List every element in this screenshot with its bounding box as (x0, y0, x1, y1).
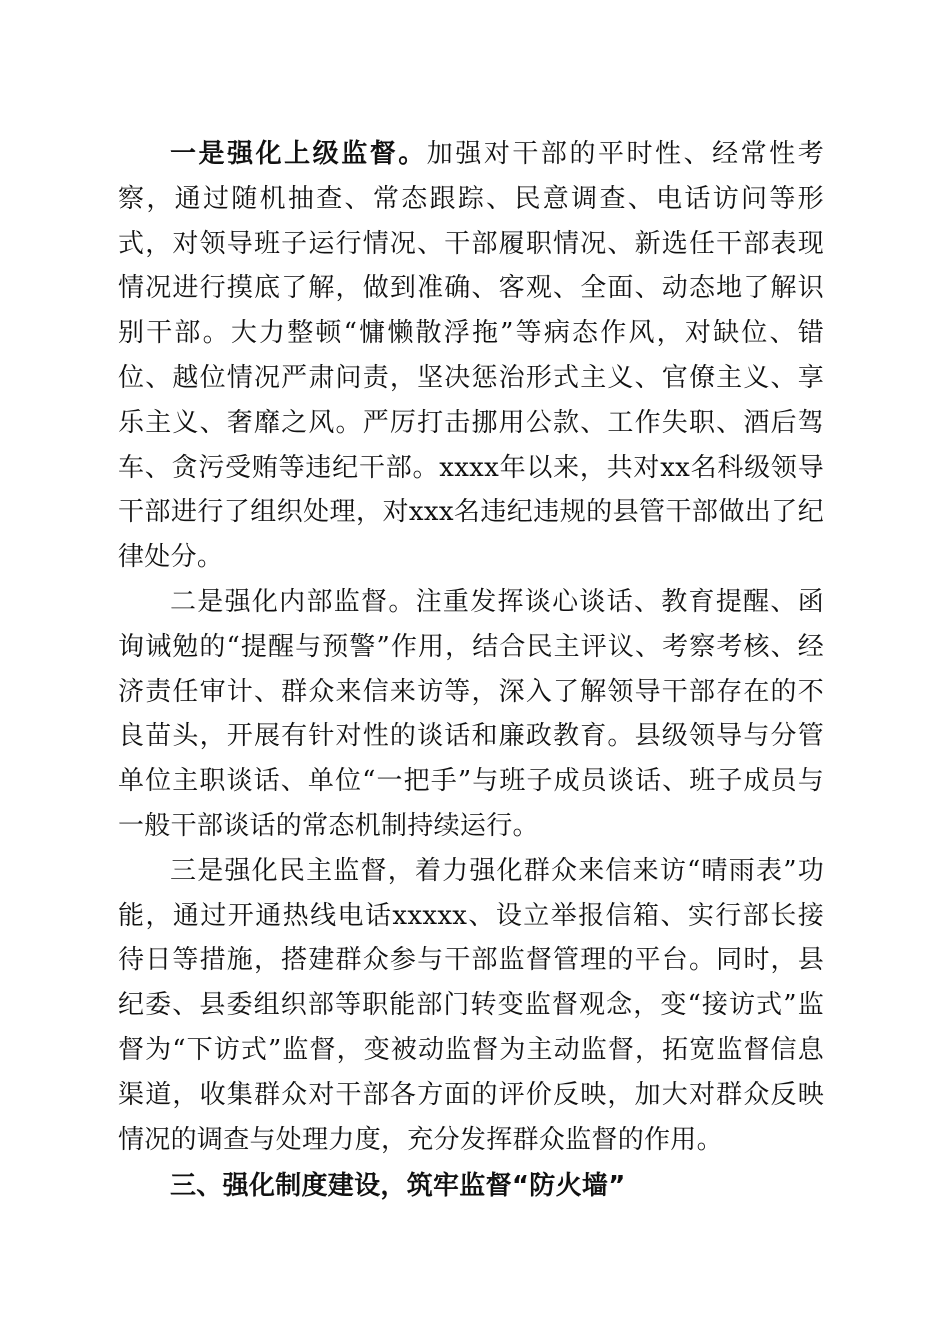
paragraph-lead: 二是强化内部监督。 (170, 586, 416, 617)
paragraph-democratic-supervision (118, 849, 824, 1163)
paragraph-text: 着力强化群众来信来访“晴雨表”功能，通过开通热线电话xxxxx、设立举报信箱、实行部长接待日等措施，搭建群众参与干部监督管理的平台。同时，县纪委、县委组织部等职能部门转变监督观念，变“接访式”监督为“下访式”监督，变被动监督为主动监督，拓宽监督信息渠道，收集群众对干部各方面的评价反映，加大对群众反映情况的调查与处理力度，充分发挥群众监督的作用。 (118, 855, 824, 1155)
paragraph-text: 加强对干部的平时性、经常性考察，通过随机抽查、常态跟踪、民意调查、电话访问等形式，对领导班子运行情况、干部履职情况、新选任干部表现情况进行摸底了解，做到准确、客观、全面、动态地了解识别干部。大力整顿“慵懒散浮拖”等病态作风，对缺位、错位、越位情况严肃问责，坚决惩治形式主义、官僚主义、享乐主义、奢靡之风。严厉打击挪用公款、工作失职、酒后驾车、贪污受贿等违纪干部。xxxx年以来，共对xx名科级领导干部进行了组织处理，对xxx名违纪违规的县管干部做出了纪律处分。 (118, 139, 825, 573)
paragraph-lead: 一是强化上级监督。 (170, 139, 427, 169)
section-heading: 三、强化制度建设，筑牢监督“防火墙” (170, 1171, 626, 1202)
paragraph-internal-supervision (118, 580, 824, 849)
document-body (118, 132, 824, 1209)
paragraph-text: 注重发挥谈心谈话、教育提醒、函询诫勉的“提醒与预警”作用，结合民主评议、考察考核、经济责任审计、群众来信来访等，深入了解领导干部存在的不良苗头，开展有针对性的谈话和廉政教育。县级领导与分管单位主职谈话、单位“一把手”与班子成员谈话、班子成员与一般干部谈话的常态机制持续运行。 (118, 586, 824, 841)
paragraph-lead: 三是强化民主监督， (170, 855, 415, 886)
paragraph-superior-supervision (118, 132, 824, 580)
